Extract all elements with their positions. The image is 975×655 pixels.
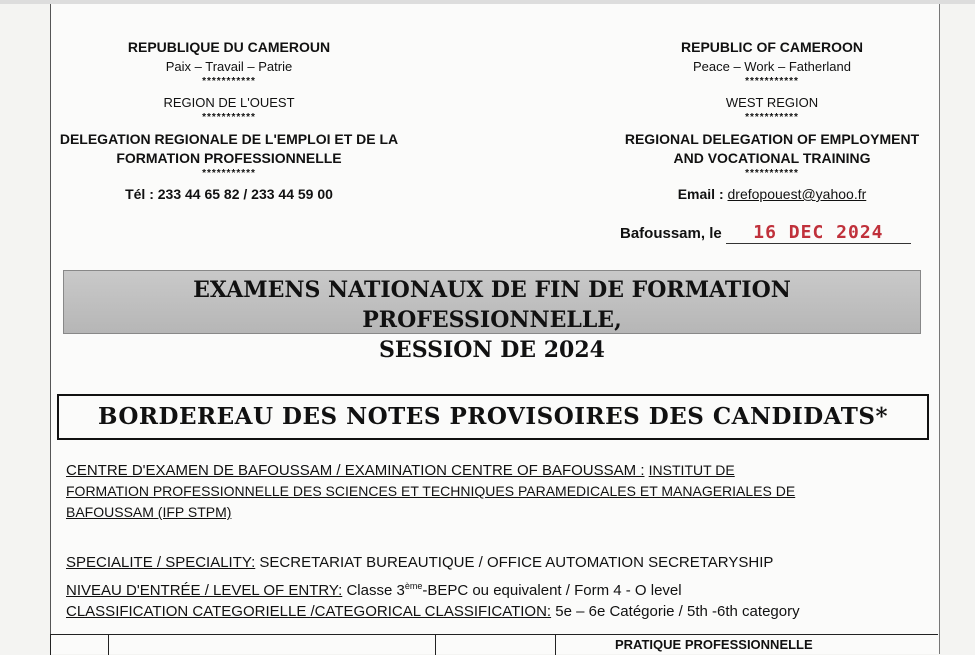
classification-row [66, 601, 936, 622]
entry-level-value-pre: Classe 3 [346, 582, 405, 599]
left-delegation-line2: FORMATION PROFESSIONNELLE [116, 150, 342, 166]
date-field [726, 222, 911, 244]
left-region: REGION DE L'OUEST [163, 95, 295, 110]
centre-label: CENTRE D'EXAMEN DE BAFOUSSAM / EXAMINATION CENTRE OF BAFOUSSAM : [66, 462, 645, 479]
grades-table [50, 634, 938, 655]
date-line [620, 222, 911, 244]
centre-info [66, 460, 936, 523]
email-label: Email : [677, 186, 724, 202]
right-motto: Peace – Work – Fatherland [692, 59, 851, 74]
table-col-divider [555, 635, 556, 655]
classification-value: 5e – 6e Catégorie / 5th -6th category [555, 603, 800, 620]
centre-value-line2: FORMATION PROFESSIONNELLE DES SCIENCES ET TECHNIQUES PARAMEDICALES ET MANAGERIALES DE [66, 483, 796, 499]
entry-level-row [66, 576, 936, 601]
speciality-row [66, 552, 936, 573]
left-stars-2: *********** [202, 112, 256, 123]
speciality-label: SPECIALITE / SPECIALITY: [66, 554, 256, 571]
right-stars-2: *********** [745, 112, 799, 123]
centre-value-part1: INSTITUT DE [648, 462, 735, 478]
right-region: WEST REGION [725, 95, 819, 110]
left-delegation-line1: DELEGATION REGIONALE DE L'EMPLOI ET DE LA [59, 131, 399, 147]
right-stars-3: *********** [745, 168, 799, 179]
exam-banner [63, 270, 921, 363]
right-country: REPUBLIC OF CAMEROON [681, 39, 863, 55]
banner-line2: SESSION DE 2024 [379, 337, 605, 363]
right-delegation-line2: AND VOCATIONAL TRAINING [673, 150, 871, 166]
speciality-value: SECRETARIAT BUREAUTIQUE / OFFICE AUTOMATION SECRETARYSHIP [259, 554, 774, 571]
email-link[interactable]: drefopouest@yahoo.fr [727, 186, 867, 202]
table-header-pratique: PRATIQUE PROFESSIONNELLE [615, 637, 813, 652]
left-phone: Tél : 233 44 65 82 / 233 44 59 00 [125, 186, 333, 202]
table-col-divider [50, 635, 51, 655]
entry-level-value-post: -BEPC ou equivalent / Form 4 - O level [422, 582, 682, 599]
date-stamp: 16 DEC 2024 [753, 222, 884, 243]
right-header [612, 38, 932, 204]
classification-label: CLASSIFICATION CATEGORIELLE /CATEGORICAL CLASSIFICATION: [66, 603, 552, 620]
left-stars-3: *********** [202, 168, 256, 179]
right-delegation-line1: REGIONAL DELEGATION OF EMPLOYMENT [624, 131, 920, 147]
entry-level-label: NIVEAU D'ENTRÉE / LEVEL OF ENTRY: [66, 582, 343, 599]
right-stars-1: *********** [745, 76, 799, 87]
left-header [54, 38, 404, 204]
table-col-divider [108, 635, 109, 655]
right-email-row [612, 185, 932, 204]
left-stars-1: *********** [202, 76, 256, 87]
banner-line1: EXAMENS NATIONAUX DE FIN DE FORMATION PROFESSIONNELLE, [193, 277, 791, 333]
date-prefix: Bafoussam, le [620, 225, 722, 242]
document-title: BORDEREAU DES NOTES PROVISOIRES DES CANDIDATS* [57, 394, 929, 440]
entry-level-sup: ème [404, 581, 423, 591]
left-country: REPUBLIQUE DU CAMEROUN [127, 39, 331, 55]
left-motto: Paix – Travail – Patrie [165, 59, 293, 74]
centre-value-line3: BAFOUSSAM (IFP STPM) [66, 504, 232, 520]
table-col-divider [435, 635, 436, 655]
